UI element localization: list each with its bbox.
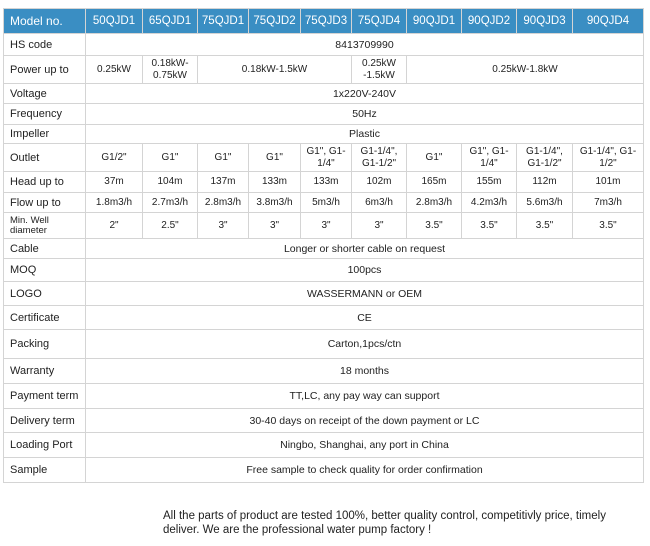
loading-port-value: Ningbo, Shanghai, any port in China [86,433,644,458]
row-label: Voltage [4,84,86,104]
outlet-value: G1" [198,144,249,172]
head-value: 133m [301,172,352,193]
head-value: 37m [86,172,143,193]
model-cell: 90QJD4 [573,9,644,34]
table-row [4,384,644,409]
well-value: 3" [352,213,407,239]
table-row [4,433,644,458]
outlet-value: G1", G1-1/4" [301,144,352,172]
model-cell: 65QJD1 [143,9,198,34]
model-cell: 50QJD1 [86,9,143,34]
table-row [4,306,644,330]
impeller-value: Plastic [86,125,644,144]
well-value: 3.5" [407,213,462,239]
well-value: 2.5" [143,213,198,239]
outlet-value: G1" [407,144,462,172]
cable-value: Longer or shorter cable on request [86,239,644,259]
table-row [4,193,644,213]
model-cell: 75QJD2 [249,9,301,34]
outlet-value: G1", G1-1/4" [462,144,517,172]
power-value: 0.25kW -1.5kW [352,56,407,84]
delivery-value: 30-40 days on receipt of the down payment or LC [86,409,644,433]
footer-note: All the parts of product are tested 100%, better quality control, competitivly price, timely deliver. We are the professional water pump factory ! [163,510,606,536]
well-value: 3" [198,213,249,239]
table-row [4,34,644,56]
sample-value: Free sample to check quality for order confirmation [86,458,644,483]
well-value: 3.5" [573,213,644,239]
row-label: Cable [4,239,86,259]
table-row [4,172,644,193]
row-label: Outlet [4,144,86,172]
head-value: 112m [517,172,573,193]
payment-value: TT,LC, any pay way can support [86,384,644,409]
model-cell: 75QJD1 [198,9,249,34]
frequency-value: 50Hz [86,104,644,125]
row-label: HS code [4,34,86,56]
row-label: Impeller [4,125,86,144]
table-row [4,84,644,104]
hs-code-value: 8413709990 [86,34,644,56]
table-row [4,458,644,483]
well-value: 3.5" [462,213,517,239]
row-label: Min. Well diameter [4,213,86,239]
row-label: Sample [4,458,86,483]
head-value: 104m [143,172,198,193]
table-row [4,282,644,306]
row-label: Packing [4,330,86,359]
head-value: 165m [407,172,462,193]
outlet-value: G1/2" [86,144,143,172]
power-value: 0.25kW [86,56,143,84]
model-cell: 90QJD2 [462,9,517,34]
row-label: Warranty [4,359,86,384]
row-label: Loading Port [4,433,86,458]
model-cell: 75QJD4 [352,9,407,34]
well-value: 3.5" [517,213,573,239]
outlet-value: G1" [143,144,198,172]
table-row [4,330,644,359]
row-label: Head up to [4,172,86,193]
row-label: Power up to [4,56,86,84]
spec-table [3,8,644,483]
flow-value: 5m3/h [301,193,352,213]
table-row [4,125,644,144]
certificate-value: CE [86,306,644,330]
table-row [4,359,644,384]
outlet-value: G1-1/4", G1-1/2" [573,144,644,172]
logo-value: WASSERMANN or OEM [86,282,644,306]
row-label: Payment term [4,384,86,409]
row-label: LOGO [4,282,86,306]
table-row [4,144,644,172]
power-value: 0.25kW-1.8kW [407,56,644,84]
outlet-value: G1" [249,144,301,172]
flow-value: 3.8m3/h [249,193,301,213]
flow-value: 2.7m3/h [143,193,198,213]
header-row [4,9,644,34]
flow-value: 2.8m3/h [407,193,462,213]
outlet-value: G1-1/4", G1-1/2" [517,144,573,172]
table-row [4,213,644,239]
packing-value: Carton,1pcs/ctn [86,330,644,359]
row-label: Frequency [4,104,86,125]
moq-value: 100pcs [86,259,644,282]
well-value: 3" [249,213,301,239]
flow-value: 4.2m3/h [462,193,517,213]
head-value: 137m [198,172,249,193]
flow-value: 5.6m3/h [517,193,573,213]
row-label: Delivery term [4,409,86,433]
power-value: 0.18kW-1.5kW [198,56,352,84]
voltage-value: 1x220V-240V [86,84,644,104]
row-label: Flow up to [4,193,86,213]
flow-value: 2.8m3/h [198,193,249,213]
table-row [4,259,644,282]
head-value: 133m [249,172,301,193]
head-value: 155m [462,172,517,193]
model-cell: 75QJD3 [301,9,352,34]
model-label: Model no. [4,9,86,34]
model-cell: 90QJD1 [407,9,462,34]
power-value: 0.18kW-0.75kW [143,56,198,84]
row-label: MOQ [4,259,86,282]
flow-value: 6m3/h [352,193,407,213]
table-row [4,239,644,259]
warranty-value: 18 months [86,359,644,384]
well-value: 2" [86,213,143,239]
flow-value: 7m3/h [573,193,644,213]
table-row [4,104,644,125]
row-label: Certificate [4,306,86,330]
table-row [4,409,644,433]
flow-value: 1.8m3/h [86,193,143,213]
outlet-value: G1-1/4", G1-1/2" [352,144,407,172]
model-cell: 90QJD3 [517,9,573,34]
table-row [4,56,644,84]
head-value: 101m [573,172,644,193]
head-value: 102m [352,172,407,193]
well-value: 3" [301,213,352,239]
